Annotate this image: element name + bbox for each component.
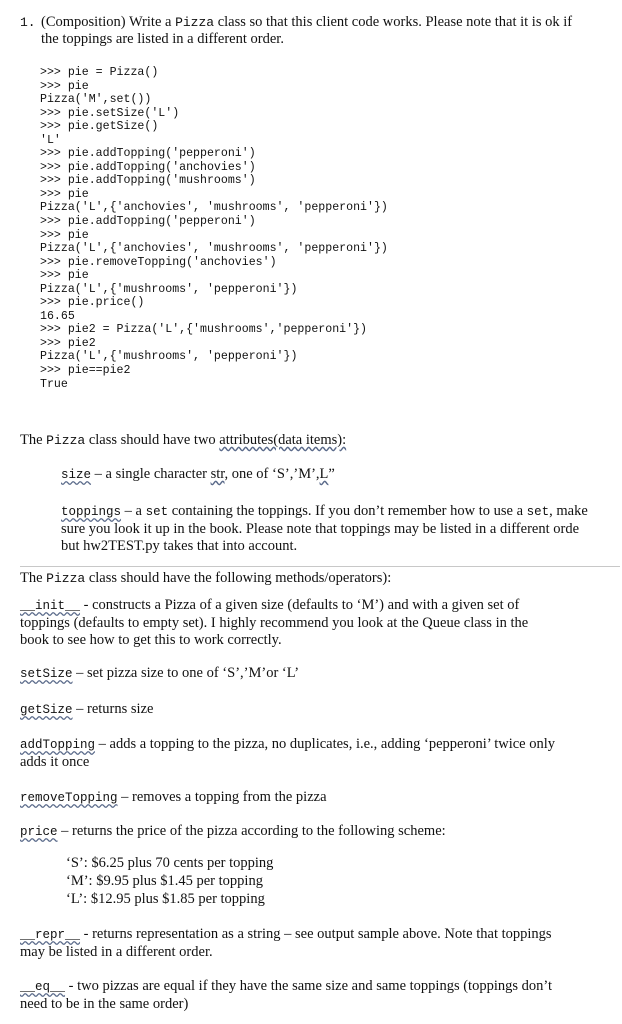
- code-line: >>> pie.addTopping('pepperoni'): [40, 215, 256, 229]
- method-getsize: getSize – returns size: [20, 701, 154, 717]
- code-line: >>> pie: [40, 269, 89, 283]
- code-line: Pizza('L',{'mushrooms', 'pepperoni'}): [40, 350, 298, 364]
- code-line: >>> pie.setSize('L'): [40, 106, 180, 120]
- code-line: True: [40, 377, 68, 391]
- price-medium: ‘M’: $9.95 plus $1.45 per topping: [66, 873, 263, 889]
- class-name: Pizza: [175, 15, 215, 30]
- code-line: >>> pie2 = Pizza('L',{'mushrooms','pepperoni'}): [40, 323, 367, 337]
- method-removetopping: removeTopping – removes a topping from the pizza: [20, 789, 327, 805]
- code-line: >>> pie.addTopping('pepperoni'): [40, 147, 256, 161]
- method-price: price – returns the price of the pizza according to the following scheme:: [20, 823, 446, 839]
- method-eq: __eq__ - two pizzas are equal if they have the same size and same toppings (toppings don’t need to be in the same order): [20, 978, 552, 1012]
- price-small: ‘S’: $6.25 plus 70 cents per topping: [66, 855, 274, 871]
- code-line: >>> pie: [40, 228, 89, 242]
- code-line: Pizza('L',{'mushrooms', 'pepperoni'}): [40, 282, 298, 296]
- code-line: >>> pie = Pizza(): [40, 66, 159, 79]
- code-line: 'L': [40, 133, 61, 147]
- code-line: Pizza('L',{'anchovies', 'mushrooms', 'pepperoni'}): [40, 242, 388, 256]
- code-line: >>> pie: [40, 187, 89, 201]
- question-number: 1.: [20, 15, 36, 30]
- question-text: (Composition) Write a Pizza class so that this client code works. Please note that it is ok if the toppings are listed in a different order.: [41, 14, 573, 47]
- code-line: >>> pie.price(): [40, 296, 145, 310]
- method-init: __init__ - constructs a Pizza of a given size (defaults to ‘M’) and with a given set of toppings (defaults to empty set). I highly recommend you look at the Queue class in the book to see how to get this to work correctly.: [20, 597, 529, 648]
- code-line: >>> pie: [40, 79, 89, 93]
- code-line: Pizza('L',{'anchovies', 'mushrooms', 'pepperoni'}): [40, 201, 388, 215]
- attributes-intro: The Pizza class should have two attributes(data items):: [20, 432, 347, 448]
- code-line: >>> pie.getSize(): [40, 120, 159, 134]
- code-sample: [40, 66, 388, 391]
- price-scheme: [66, 855, 273, 909]
- method-addtopping: addTopping – adds a topping to the pizza, no duplicates, i.e., adding ‘pepperoni’ twice only adds it once: [20, 736, 555, 770]
- code-line: 16.65: [40, 309, 75, 323]
- attribute-toppings: toppings – a set containing the toppings. If you don’t remember how to use a set, make sure you look it up in the book. Please note that toppings may be listed in a different orde but hw2TEST.py takes that into account.: [61, 503, 588, 554]
- code-line: >>> pie.addTopping('anchovies'): [40, 160, 256, 174]
- section-divider: [20, 566, 620, 567]
- methods-intro: The Pizza class should have the following methods/operators):: [20, 570, 392, 586]
- code-line: >>> pie.removeTopping('anchovies'): [40, 255, 277, 269]
- code-line: >>> pie2: [40, 336, 96, 350]
- code-line: Pizza('M',set()): [40, 93, 152, 107]
- method-setsize: setSize – set pizza size to one of ‘S’,’M’or ‘L’: [20, 665, 300, 681]
- question-header: [20, 14, 620, 48]
- method-repr: __repr__ - returns representation as a string – see output sample above. Note that toppings may be listed in a different order.: [20, 926, 552, 960]
- price-large: ‘L’: $12.95 plus $1.85 per topping: [66, 891, 265, 907]
- code-line: >>> pie==pie2: [40, 364, 131, 378]
- attribute-size: size – a single character str, one of ‘S’,’M’,L”: [61, 466, 335, 482]
- code-line: >>> pie.addTopping('mushrooms'): [40, 174, 256, 188]
